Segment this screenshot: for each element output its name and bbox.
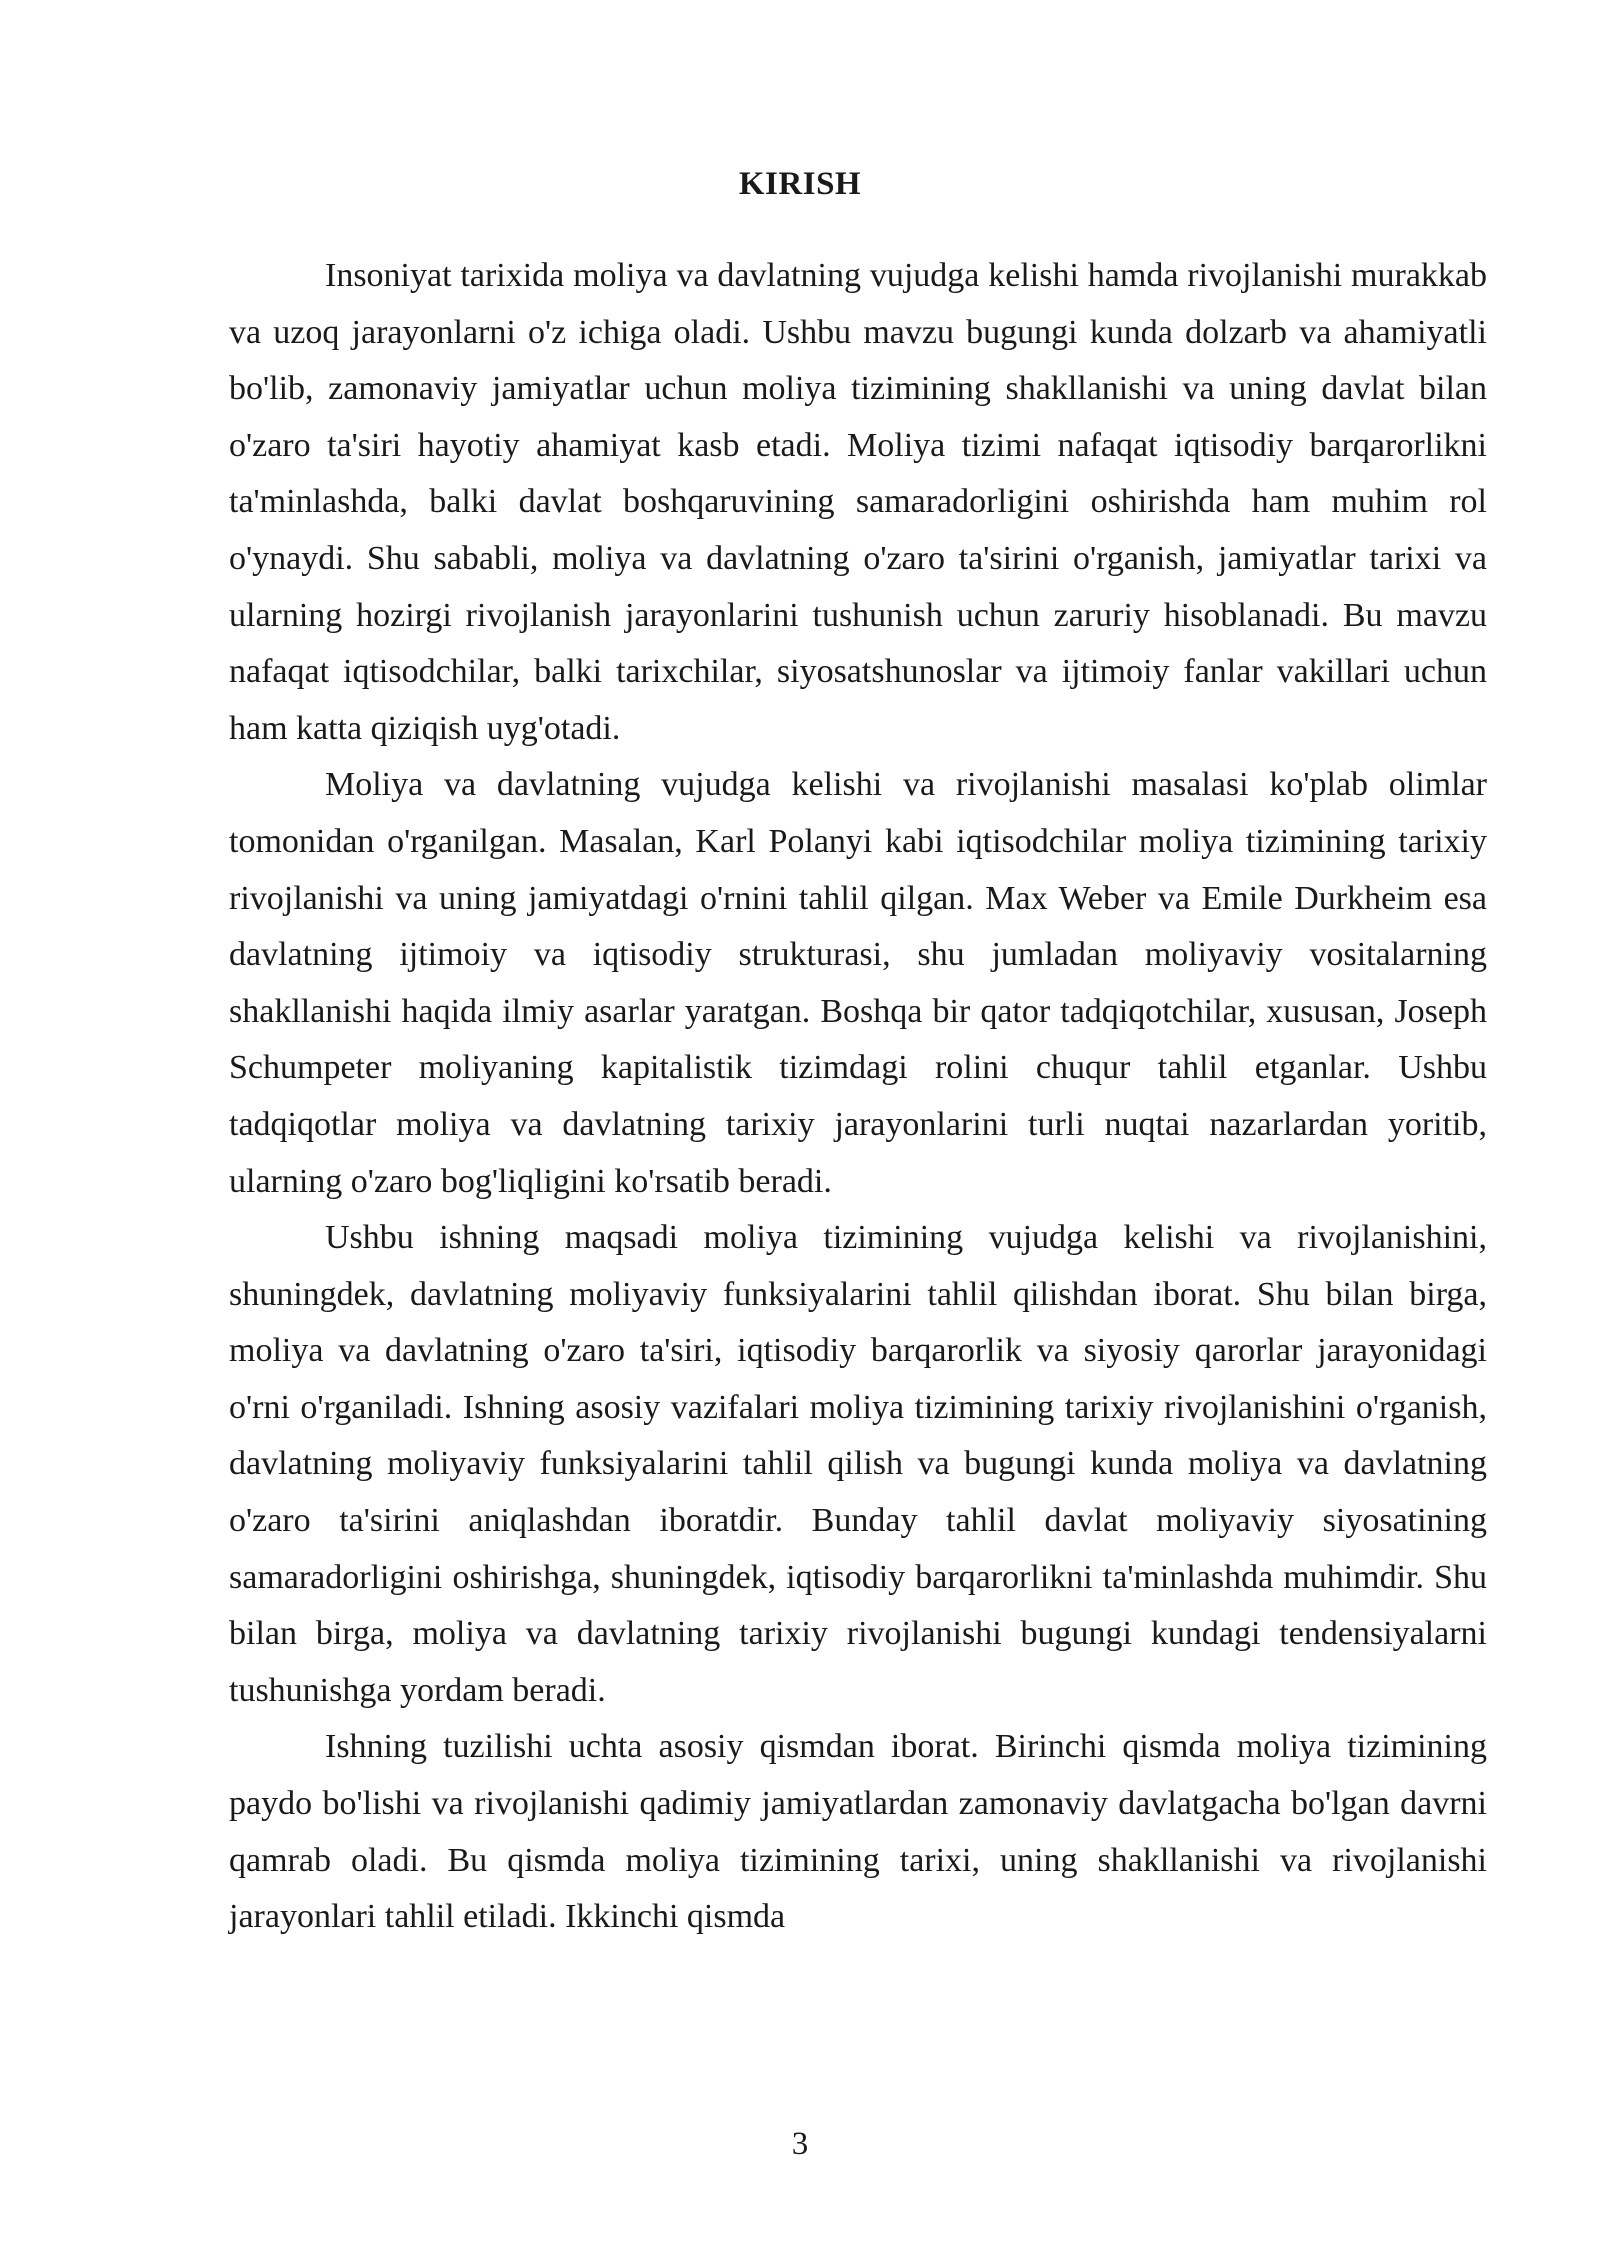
paragraph-3: Ushbu ishning maqsadi moliya tizimining vujudga kelishi va rivojlanishini, shuningdek, davlatning moliyaviy funksiyalarini tahlil qilishdan iborat. Shu bilan birga, moliya va davlatning o'zaro ta'siri, iqtisodiy barqarorlik va siyosiy qarorlar jarayonidagi o'rni o'rganiladi. Ishning asosiy vazifalari moliya tizimining tarixiy rivojlanishini o'rganish, davlatning moliyaviy funksiyalarini tahlil qilish va bugungi kunda moliya va davlatning o'zaro ta'sirini aniqlashdan iboratdir. Bunday tahlil davlat moliyaviy siyosatining samaradorligini oshirishga, shuningdek, iqtisodiy barqarorlikni ta'minlashda muhimdir. Shu bilan birga, moliya va davlatning tarixiy rivojlanishi bugungi kundagi tendensiyalarni tushunishga yordam beradi. — [229, 1219, 1487, 1709]
paragraph-2: Moliya va davlatning vujudga kelishi va rivojlanishi masalasi ko'plab olimlar tomonidan o'rganilgan. Masalan, Karl Polanyi kabi iqtisodchilar moliya tizimining tarixiy rivojlanishi va uning jamiyatdagi o'rnini tahlil qilgan. Max Weber va Emile Durkheim esa davlatning ijtimoiy va iqtisodiy strukturasi, shu jumladan moliyaviy vositalarning shakllanishi haqida ilmiy asarlar yaratgan. Boshqa bir qator tadqiqotchilar, xususan, Joseph Schumpeter moliyaning kapitalistik tizimdagi rolini chuqur tahlil etganlar. Ushbu tadqiqotlar moliya va davlatning tarixiy jarayonlarini turli nuqtai nazarlardan yoritib, ularning o'zaro bog'liqligini ko'rsatib beradi. — [229, 766, 1487, 1200]
page-number: 3 — [791, 2126, 809, 2162]
paragraph-4: Ishning tuzilishi uchta asosiy qismdan iborat. Birinchi qismda moliya tizimining paydo bo'lishi va rivojlanishi qadimiy jamiyatlardan zamonaviy davlatgacha bo'lgan davrni qamrab oladi. Bu qismda moliya tizimining tarixi, uning shakllanishi va rivojlanishi jarayonlari tahlil etiladi. Ikkinchi qismda — [229, 1728, 1487, 1936]
paragraph-1: Insoniyat tarixida moliya va davlatning vujudga kelishi hamda rivojlanishi murakkab va uzoq jarayonlarni o'z ichiga oladi. Ushbu mavzu bugungi kunda dolzarb va ahamiyatli bo'lib, zamonaviy jamiyatlar uchun moliya tizimining shakllanishi va uning davlat bilan o'zaro ta'siri hayotiy ahamiyat kasb etadi. Moliya tizimi nafaqat iqtisodiy barqarorlikni ta'minlashda, balki davlat boshqaruvining samaradorligini oshirishda ham muhim rol o'ynaydi. Shu sababli, moliya va davlatning o'zaro ta'sirini o'rganish, jamiyatlar tarixi va ularning hozirgi rivojlanish jarayonlarini tushunish uchun zaruriy hisoblanadi. Bu mavzu nafaqat iqtisodchilar, balki tarixchilar, siyosatshunoslar va ijtimoiy fanlar vakillari uchun ham katta qiziqish uyg'otadi. — [229, 257, 1487, 747]
page-title: KIRISH — [738, 166, 862, 202]
body-text — [229, 248, 1487, 1946]
